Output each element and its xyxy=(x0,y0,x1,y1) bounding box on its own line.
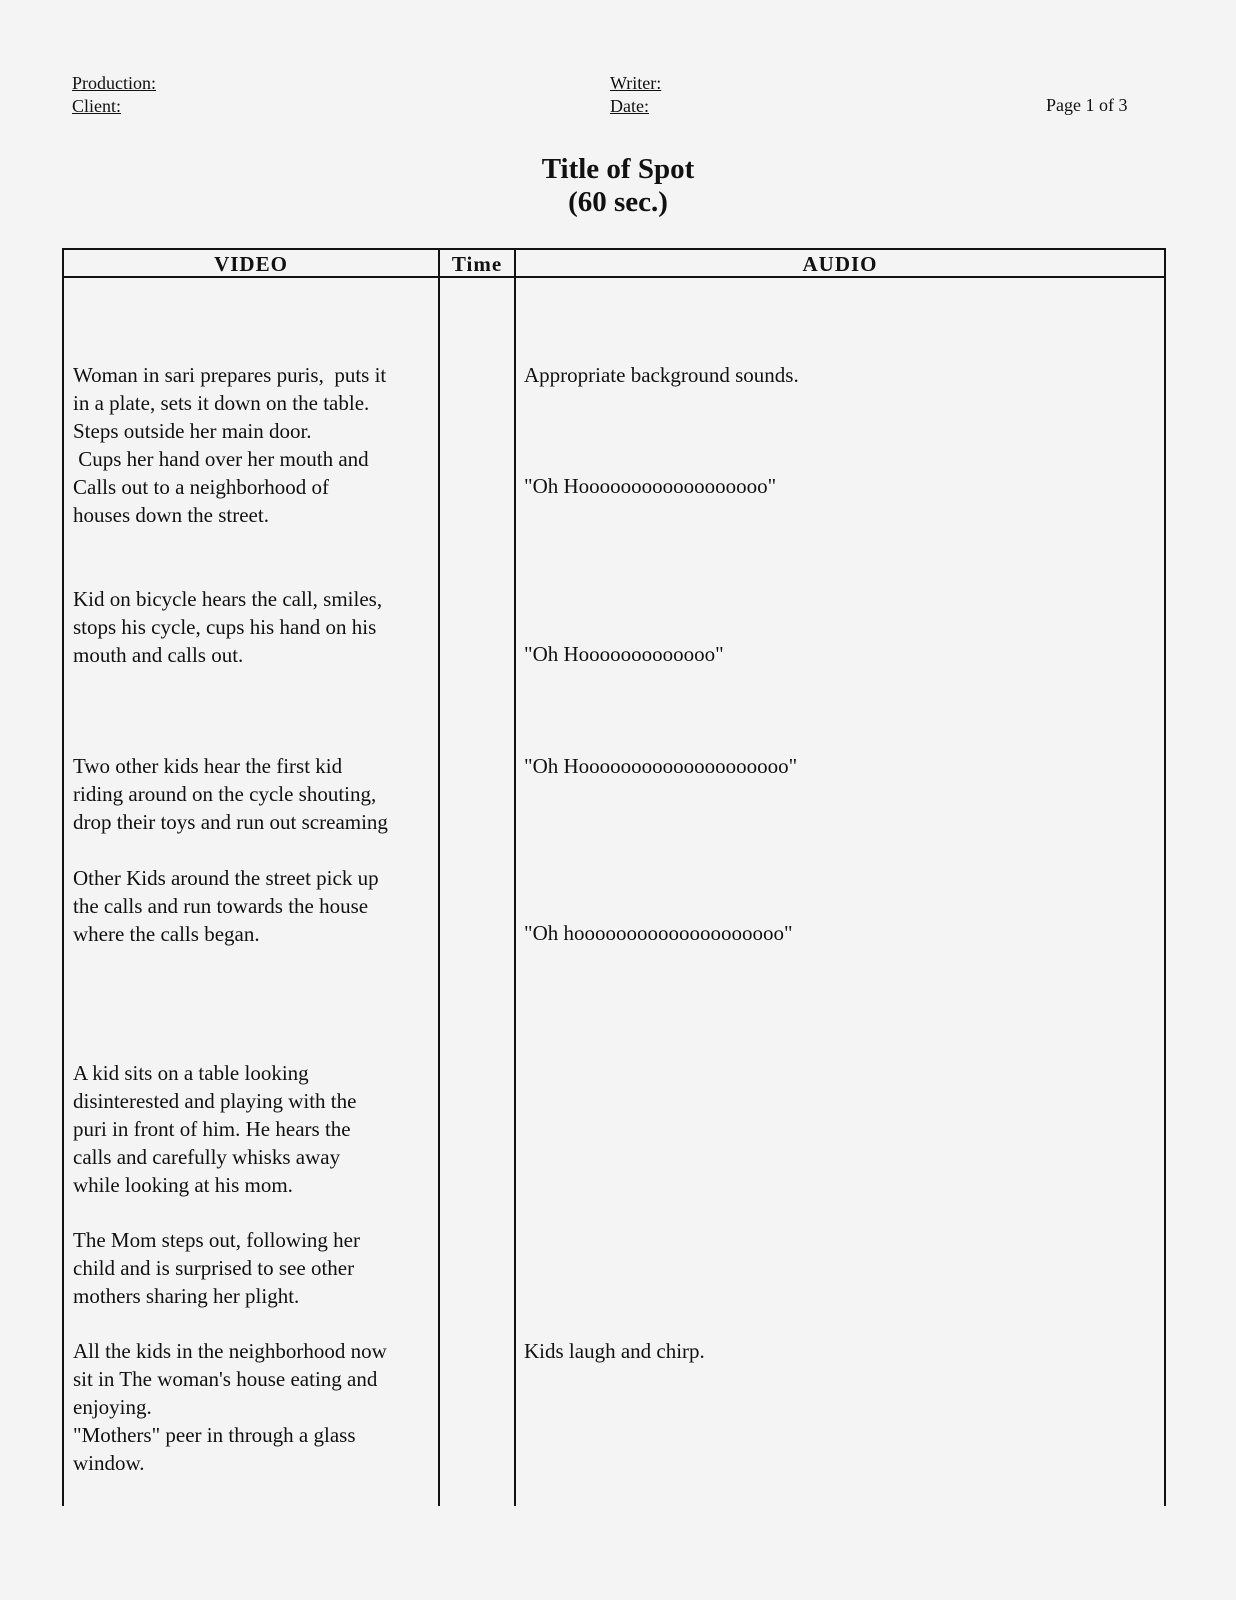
video-cell: Kid on bicycle hears the call, smiles, stops his cycle, cups his hand on his mouth and calls out. xyxy=(73,587,383,667)
column-divider xyxy=(514,250,516,1506)
page-number: Page 1 of 3 xyxy=(1046,95,1128,115)
video-cell: All the kids in the neighborhood now sit in The woman's house eating and enjoying. "Mothers" peer in through a glass window. xyxy=(73,1339,387,1475)
spot-title xyxy=(0,153,1236,219)
video-cell: Woman in sari prepares puris, puts it in a plate, sets it down on the table. Steps outside her main door. Cups her hand over her mouth and Calls out to a neighborhood of houses down the street. xyxy=(73,363,387,527)
production-label: Production: xyxy=(72,73,156,93)
audio-cell: "Oh Hoooooooooooooooooooo" xyxy=(524,754,798,778)
audio-cell: Appropriate background sounds. xyxy=(524,363,799,387)
video-cell: A kid sits on a table looking disinterested and playing with the puri in front of him. He hears the calls and carefully whisks away while looking at his mom. xyxy=(73,1061,357,1197)
client-label: Client: xyxy=(72,96,121,116)
audio-cell: "Oh Hooooooooooooo" xyxy=(524,642,724,666)
audio-column-header: AUDIO xyxy=(802,252,878,276)
audio-cell: "Oh Hoooooooooooooooooo" xyxy=(524,474,777,498)
audio-cell: Kids laugh and chirp. xyxy=(524,1339,705,1363)
video-column-header: VIDEO xyxy=(214,252,288,276)
title-line: Title of Spot xyxy=(541,153,695,185)
production-client-labels xyxy=(72,72,156,118)
writer-date-labels xyxy=(610,72,661,118)
audio-cell: "Oh hoooooooooooooooooooo" xyxy=(524,921,793,945)
script-table xyxy=(62,248,1166,1506)
video-cell: Two other kids hear the first kid riding around on the cycle shouting, drop their toys and run out screaming xyxy=(73,754,388,834)
duration-line: (60 sec.) xyxy=(568,186,668,218)
table-header xyxy=(64,250,1164,278)
video-cell: Other Kids around the street pick up the calls and run towards the house where the calls began. xyxy=(73,866,379,946)
column-divider xyxy=(438,250,440,1506)
date-label: Date: xyxy=(610,96,649,116)
time-column-header: Time xyxy=(451,252,503,276)
video-cell: The Mom steps out, following her child and is surprised to see other mothers sharing her plight. xyxy=(73,1228,360,1308)
writer-label: Writer: xyxy=(610,73,662,93)
